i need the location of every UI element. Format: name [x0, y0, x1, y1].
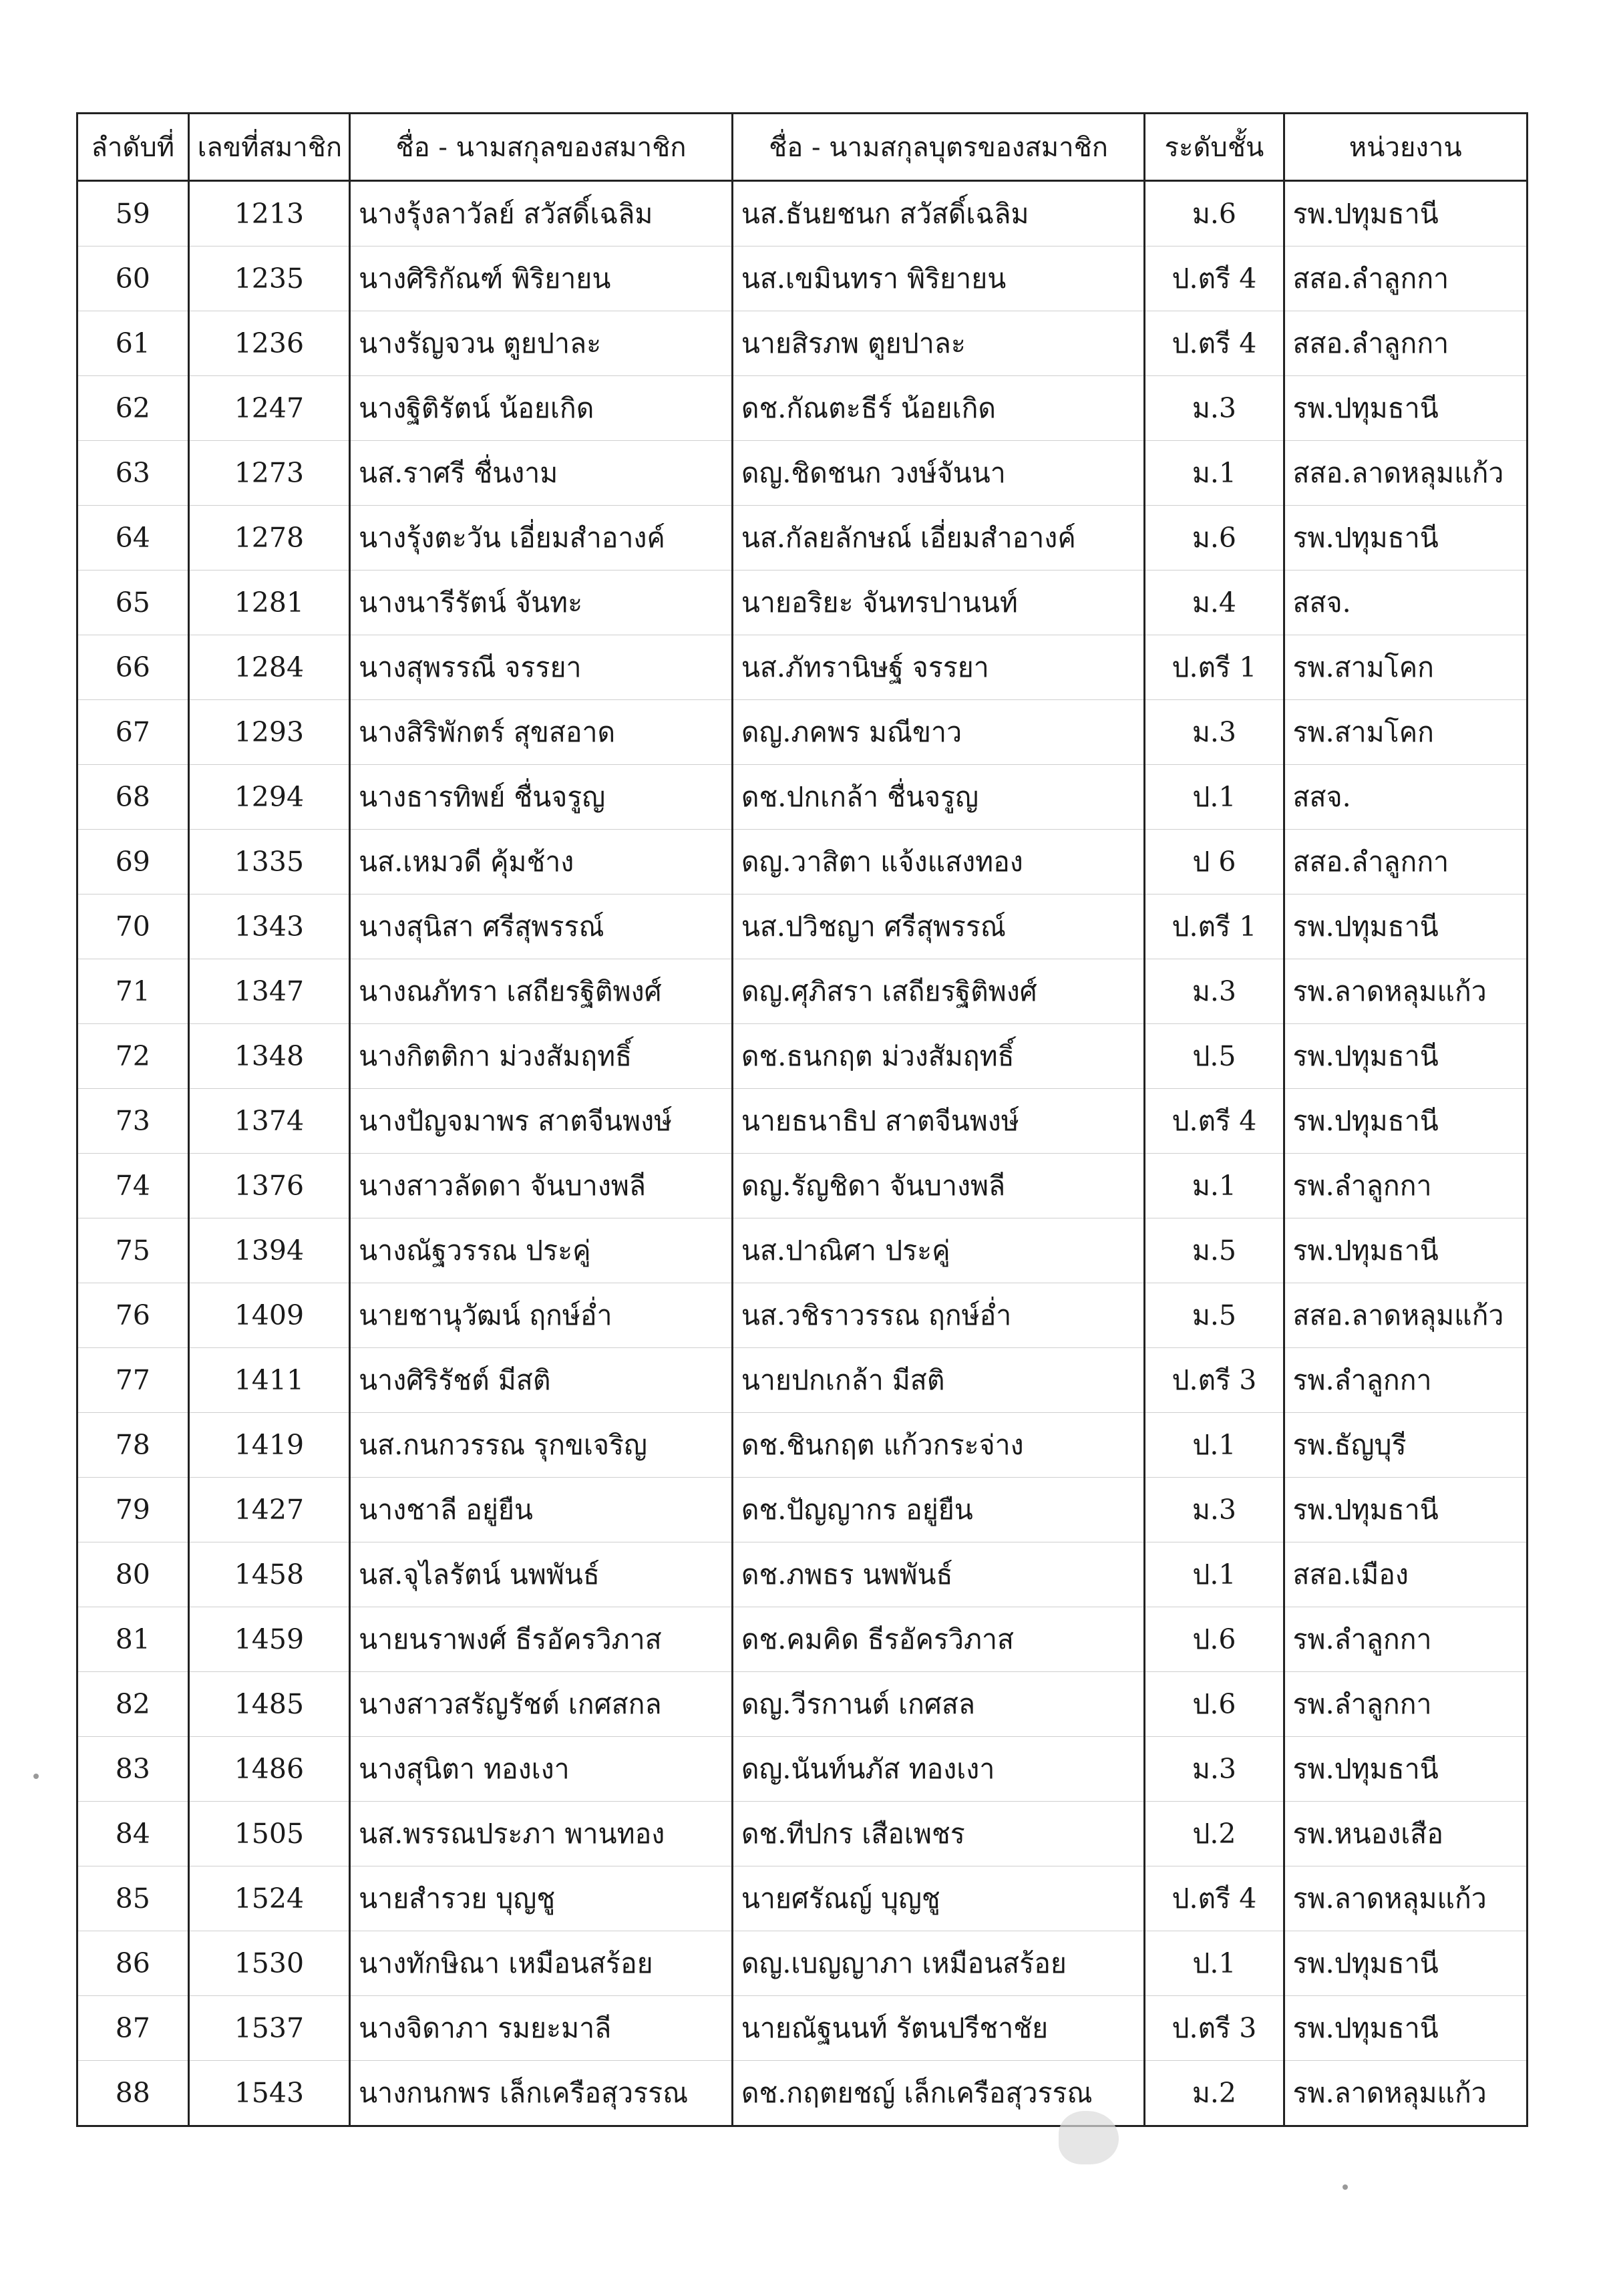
table-row [77, 635, 1528, 700]
cell-member-no: 1505 [188, 1802, 350, 1866]
cell-child-name: ดญ.ศุภิสรา เสถียรฐิติพงศ์ [732, 959, 1144, 1024]
table-row [77, 700, 1528, 765]
cell-member-no: 1284 [188, 635, 350, 700]
cell-seq: 81 [77, 1607, 189, 1672]
cell-member-no: 1347 [188, 959, 350, 1024]
cell-child-name: ดช.ธนกฤต ม่วงสัมฤทธิ์ [732, 1024, 1144, 1089]
cell-level: ป.ตรี 4 [1145, 247, 1284, 311]
cell-level: ป.2 [1145, 1802, 1284, 1866]
cell-child-name: นายศรัณญ์ บุญชู [732, 1866, 1144, 1931]
table-row [77, 1089, 1528, 1154]
cell-level: ม.2 [1145, 2061, 1284, 2126]
cell-level: ม.3 [1145, 700, 1284, 765]
cell-level: ป.ตรี 4 [1145, 311, 1284, 376]
cell-seq: 61 [77, 311, 189, 376]
cell-child-name: ดญ.เบญญาภา เหมือนสร้อย [732, 1931, 1144, 1996]
header-unit: หน่วยงาน [1284, 114, 1527, 181]
cell-level: ป.1 [1145, 1542, 1284, 1607]
cell-member-no: 1278 [188, 506, 350, 570]
table-row [77, 765, 1528, 830]
cell-member-no: 1213 [188, 181, 350, 247]
cell-member-no: 1236 [188, 311, 350, 376]
cell-member-no: 1376 [188, 1154, 350, 1218]
cell-level: ป.5 [1145, 1024, 1284, 1089]
cell-level: ม.6 [1145, 506, 1284, 570]
cell-seq: 84 [77, 1802, 189, 1866]
scan-speck [33, 1774, 39, 1779]
cell-child-name: ดญ.วีรกานต์ เกศสล [732, 1672, 1144, 1737]
cell-member-name: นางทักษิณา เหมือนสร้อย [350, 1931, 733, 1996]
cell-level: ม.6 [1145, 181, 1284, 247]
cell-level: ม.3 [1145, 376, 1284, 441]
cell-child-name: นายณัฐนนท์ รัตนปรีชาชัย [732, 1996, 1144, 2061]
cell-seq: 69 [77, 830, 189, 894]
header-level: ระดับชั้น [1145, 114, 1284, 181]
cell-member-no: 1486 [188, 1737, 350, 1802]
cell-seq: 80 [77, 1542, 189, 1607]
cell-child-name: ดช.ปัญญากร อยู่ยืน [732, 1478, 1144, 1542]
cell-unit: รพ.ปทุมธานี [1284, 1218, 1527, 1283]
cell-seq: 63 [77, 441, 189, 506]
cell-member-name: นส.ราศรี ชื่นงาม [350, 441, 733, 506]
cell-unit: รพ.ลาดหลุมแก้ว [1284, 1866, 1527, 1931]
cell-level: ม.4 [1145, 570, 1284, 635]
cell-seq: 78 [77, 1413, 189, 1478]
cell-level: ป.ตรี 1 [1145, 635, 1284, 700]
cell-member-no: 1247 [188, 376, 350, 441]
cell-child-name: นส.ปวิชญา ศรีสุพรรณ์ [732, 894, 1144, 959]
cell-member-no: 1394 [188, 1218, 350, 1283]
cell-member-name: นางจิดาภา รมยะมาลี [350, 1996, 733, 2061]
cell-member-name: นางสิริพักตร์ สุขสอาด [350, 700, 733, 765]
table-row [77, 959, 1528, 1024]
cell-seq: 70 [77, 894, 189, 959]
cell-unit: รพ.ธัญบุรี [1284, 1413, 1527, 1478]
cell-member-no: 1335 [188, 830, 350, 894]
cell-level: ม.3 [1145, 959, 1284, 1024]
cell-unit: รพ.ลำลูกกา [1284, 1672, 1527, 1737]
cell-seq: 75 [77, 1218, 189, 1283]
cell-member-name: นส.พรรณประภา พานทอง [350, 1802, 733, 1866]
cell-child-name: นส.ปาณิศา ประคู่ [732, 1218, 1144, 1283]
cell-child-name: ดญ.ชิดชนก วงษ์จันนา [732, 441, 1144, 506]
cell-member-no: 1374 [188, 1089, 350, 1154]
cell-seq: 72 [77, 1024, 189, 1089]
cell-member-no: 1343 [188, 894, 350, 959]
cell-seq: 76 [77, 1283, 189, 1348]
table-row [77, 1478, 1528, 1542]
table-row [77, 1672, 1528, 1737]
table-row [77, 894, 1528, 959]
cell-child-name: ดญ.วาสิตา แจ้งแสงทอง [732, 830, 1144, 894]
cell-level: ป.ตรี 4 [1145, 1089, 1284, 1154]
cell-unit: รพ.ลำลูกกา [1284, 1348, 1527, 1413]
table-row [77, 1802, 1528, 1866]
cell-child-name: ดช.ชินกฤต แก้วกระจ่าง [732, 1413, 1144, 1478]
cell-member-no: 1537 [188, 1996, 350, 2061]
cell-unit: รพ.ปทุมธานี [1284, 376, 1527, 441]
cell-unit: สสอ.ลาดหลุมแก้ว [1284, 441, 1527, 506]
cell-member-name: นางสาวสรัญรัชต์ เกศสกล [350, 1672, 733, 1737]
cell-member-no: 1293 [188, 700, 350, 765]
members-table [76, 112, 1528, 2127]
table-row [77, 1996, 1528, 2061]
cell-level: ม.5 [1145, 1283, 1284, 1348]
cell-seq: 87 [77, 1996, 189, 2061]
cell-member-name: นางธารทิพย์ ชื่นจรูญ [350, 765, 733, 830]
cell-child-name: นส.ธันยชนก สวัสดิ์เฉลิม [732, 181, 1144, 247]
cell-seq: 73 [77, 1089, 189, 1154]
cell-level: ป.ตรี 4 [1145, 1866, 1284, 1931]
cell-member-name: นางปัญจมาพร สาตจีนพงษ์ [350, 1089, 733, 1154]
cell-unit: สสจ. [1284, 570, 1527, 635]
cell-unit: รพ.ลำลูกกา [1284, 1154, 1527, 1218]
cell-level: ม.3 [1145, 1478, 1284, 1542]
cell-member-no: 1409 [188, 1283, 350, 1348]
cell-level: ป.1 [1145, 1931, 1284, 1996]
header-row [77, 114, 1528, 181]
cell-unit: รพ.ปทุมธานี [1284, 1931, 1527, 1996]
cell-unit: รพ.ปทุมธานี [1284, 1478, 1527, 1542]
table-row [77, 441, 1528, 506]
cell-member-no: 1411 [188, 1348, 350, 1413]
cell-child-name: ดช.กฤตยชญ์ เล็กเครือสุวรรณ [732, 2061, 1144, 2126]
table-row [77, 1542, 1528, 1607]
cell-unit: รพ.หนองเสือ [1284, 1802, 1527, 1866]
cell-child-name: นายธนาธิป สาตจีนพงษ์ [732, 1089, 1144, 1154]
cell-member-name: นางรุ้งลาวัลย์ สวัสดิ์เฉลิม [350, 181, 733, 247]
cell-seq: 85 [77, 1866, 189, 1931]
cell-member-name: นายนราพงศ์ ธีรอัครวิภาส [350, 1607, 733, 1672]
cell-unit: รพ.ลาดหลุมแก้ว [1284, 2061, 1527, 2126]
cell-member-name: นางฐิติรัตน์ น้อยเกิด [350, 376, 733, 441]
cell-unit: รพ.ปทุมธานี [1284, 1024, 1527, 1089]
cell-unit: รพ.ปทุมธานี [1284, 1737, 1527, 1802]
cell-member-name: นายชานุวัฒน์ ฤกษ์อ่ำ [350, 1283, 733, 1348]
cell-seq: 62 [77, 376, 189, 441]
cell-level: ป.ตรี 3 [1145, 1348, 1284, 1413]
table-row [77, 311, 1528, 376]
cell-unit: รพ.ลาดหลุมแก้ว [1284, 959, 1527, 1024]
table-row [77, 570, 1528, 635]
table-row [77, 181, 1528, 247]
cell-member-name: นางศิริรัชต์ มีสติ [350, 1348, 733, 1413]
table-row [77, 1866, 1528, 1931]
cell-seq: 86 [77, 1931, 189, 1996]
cell-seq: 82 [77, 1672, 189, 1737]
cell-level: ป.1 [1145, 1413, 1284, 1478]
cell-seq: 79 [77, 1478, 189, 1542]
cell-member-name: นางรุ้งตะวัน เอี่ยมสำอางค์ [350, 506, 733, 570]
table-row [77, 247, 1528, 311]
cell-member-no: 1235 [188, 247, 350, 311]
cell-seq: 66 [77, 635, 189, 700]
cell-unit: สสอ.ลำลูกกา [1284, 247, 1527, 311]
cell-seq: 83 [77, 1737, 189, 1802]
cell-member-no: 1348 [188, 1024, 350, 1089]
table-row [77, 1154, 1528, 1218]
cell-member-name: นส.กนกวรรณ รุกขเจริญ [350, 1413, 733, 1478]
cell-level: ป.ตรี 1 [1145, 894, 1284, 959]
cell-member-name: นส.เหมวดี คุ้มช้าง [350, 830, 733, 894]
cell-unit: สสอ.ลำลูกกา [1284, 311, 1527, 376]
cell-level: ป.ตรี 3 [1145, 1996, 1284, 2061]
cell-member-name: นางณัฐวรรณ ประคู่ [350, 1218, 733, 1283]
cell-seq: 60 [77, 247, 189, 311]
table-row [77, 1607, 1528, 1672]
scan-smudge [1059, 2111, 1119, 2164]
header-seq: ลำดับที่ [77, 114, 189, 181]
table-row [77, 1218, 1528, 1283]
cell-member-name: นางณภัทรา เสถียรฐิติพงศ์ [350, 959, 733, 1024]
cell-member-name: นางกิตติกา ม่วงสัมฤทธิ์ [350, 1024, 733, 1089]
table-row [77, 376, 1528, 441]
header-child-name: ชื่อ - นามสกุลบุตรของสมาชิก [732, 114, 1144, 181]
cell-child-name: ดช.ภพธร นพพันธ์ [732, 1542, 1144, 1607]
cell-member-no: 1524 [188, 1866, 350, 1931]
cell-member-no: 1273 [188, 441, 350, 506]
cell-child-name: นายปกเกล้า มีสติ [732, 1348, 1144, 1413]
cell-member-no: 1458 [188, 1542, 350, 1607]
cell-level: ม.5 [1145, 1218, 1284, 1283]
cell-child-name: นายอริยะ จันทรปานนท์ [732, 570, 1144, 635]
cell-member-no: 1281 [188, 570, 350, 635]
cell-member-name: นางนารีรัตน์ จันทะ [350, 570, 733, 635]
cell-seq: 67 [77, 700, 189, 765]
cell-child-name: นายสิรภพ ตูยปาละ [732, 311, 1144, 376]
cell-member-name: นางสุนิสา ศรีสุพรรณ์ [350, 894, 733, 959]
table-row [77, 1413, 1528, 1478]
cell-member-no: 1294 [188, 765, 350, 830]
cell-member-no: 1419 [188, 1413, 350, 1478]
cell-child-name: ดช.ปกเกล้า ชื่นจรูญ [732, 765, 1144, 830]
cell-child-name: นส.วชิราวรรณ ฤกษ์อ่ำ [732, 1283, 1144, 1348]
table-row [77, 506, 1528, 570]
cell-member-name: นส.จุไลรัตน์ นพพันธ์ [350, 1542, 733, 1607]
cell-child-name: นส.กัลยลักษณ์ เอี่ยมสำอางค์ [732, 506, 1144, 570]
scan-speck [1343, 2184, 1348, 2190]
cell-seq: 71 [77, 959, 189, 1024]
cell-unit: รพ.สามโคก [1284, 635, 1527, 700]
cell-unit: รพ.ปทุมธานี [1284, 506, 1527, 570]
cell-child-name: ดญ.นันท์นภัส ทองเงา [732, 1737, 1144, 1802]
cell-child-name: ดญ.รัญชิดา จันบางพลี [732, 1154, 1144, 1218]
cell-child-name: ดช.ทีปกร เสือเพชร [732, 1802, 1144, 1866]
cell-unit: รพ.ลำลูกกา [1284, 1607, 1527, 1672]
cell-unit: รพ.สามโคก [1284, 700, 1527, 765]
cell-member-name: นางศิริกัณฑ์ พิริยายน [350, 247, 733, 311]
cell-unit: สสอ.เมือง [1284, 1542, 1527, 1607]
cell-member-no: 1427 [188, 1478, 350, 1542]
table-row [77, 2061, 1528, 2126]
cell-unit: รพ.ปทุมธานี [1284, 894, 1527, 959]
cell-unit: สสอ.ลำลูกกา [1284, 830, 1527, 894]
table-row [77, 1931, 1528, 1996]
cell-level: ป 6 [1145, 830, 1284, 894]
cell-seq: 77 [77, 1348, 189, 1413]
cell-level: ป.1 [1145, 765, 1284, 830]
cell-member-no: 1543 [188, 2061, 350, 2126]
cell-unit: รพ.ปทุมธานี [1284, 1089, 1527, 1154]
cell-child-name: ดช.คมคิด ธีรอัครวิภาส [732, 1607, 1144, 1672]
cell-unit: รพ.ปทุมธานี [1284, 181, 1527, 247]
cell-member-name: นายสำรวย บุญชู [350, 1866, 733, 1931]
cell-seq: 64 [77, 506, 189, 570]
table-row [77, 1348, 1528, 1413]
cell-child-name: ดช.กัณตะธีร์ น้อยเกิด [732, 376, 1144, 441]
cell-member-name: นางรัญจวน ตูยปาละ [350, 311, 733, 376]
cell-member-name: นางสุนิตา ทองเงา [350, 1737, 733, 1802]
table-row [77, 1737, 1528, 1802]
cell-seq: 59 [77, 181, 189, 247]
cell-child-name: นส.เขมินทรา พิริยายน [732, 247, 1144, 311]
header-member-no: เลขที่สมาชิก [188, 114, 350, 181]
table-row [77, 1283, 1528, 1348]
table-row [77, 1024, 1528, 1089]
cell-unit: รพ.ปทุมธานี [1284, 1996, 1527, 2061]
cell-seq: 65 [77, 570, 189, 635]
cell-level: ม.1 [1145, 441, 1284, 506]
cell-member-no: 1530 [188, 1931, 350, 1996]
cell-member-no: 1459 [188, 1607, 350, 1672]
cell-unit: สสจ. [1284, 765, 1527, 830]
header-member-name: ชื่อ - นามสกุลของสมาชิก [350, 114, 733, 181]
cell-member-name: นางสาวลัดดา จันบางพลี [350, 1154, 733, 1218]
cell-member-no: 1485 [188, 1672, 350, 1737]
cell-level: ม.3 [1145, 1737, 1284, 1802]
cell-seq: 74 [77, 1154, 189, 1218]
cell-seq: 88 [77, 2061, 189, 2126]
table-header [77, 114, 1528, 181]
cell-member-name: นางสุพรรณี จรรยา [350, 635, 733, 700]
cell-member-name: นางชาลี อยู่ยืน [350, 1478, 733, 1542]
table-row [77, 830, 1528, 894]
table-body [77, 181, 1528, 2126]
cell-level: ม.1 [1145, 1154, 1284, 1218]
cell-child-name: ดญ.ภคพร มณีขาว [732, 700, 1144, 765]
cell-member-name: นางกนกพร เล็กเครือสุวรรณ [350, 2061, 733, 2126]
cell-level: ป.6 [1145, 1672, 1284, 1737]
cell-child-name: นส.ภัทรานิษฐ์ จรรยา [732, 635, 1144, 700]
cell-unit: สสอ.ลาดหลุมแก้ว [1284, 1283, 1527, 1348]
cell-seq: 68 [77, 765, 189, 830]
cell-level: ป.6 [1145, 1607, 1284, 1672]
